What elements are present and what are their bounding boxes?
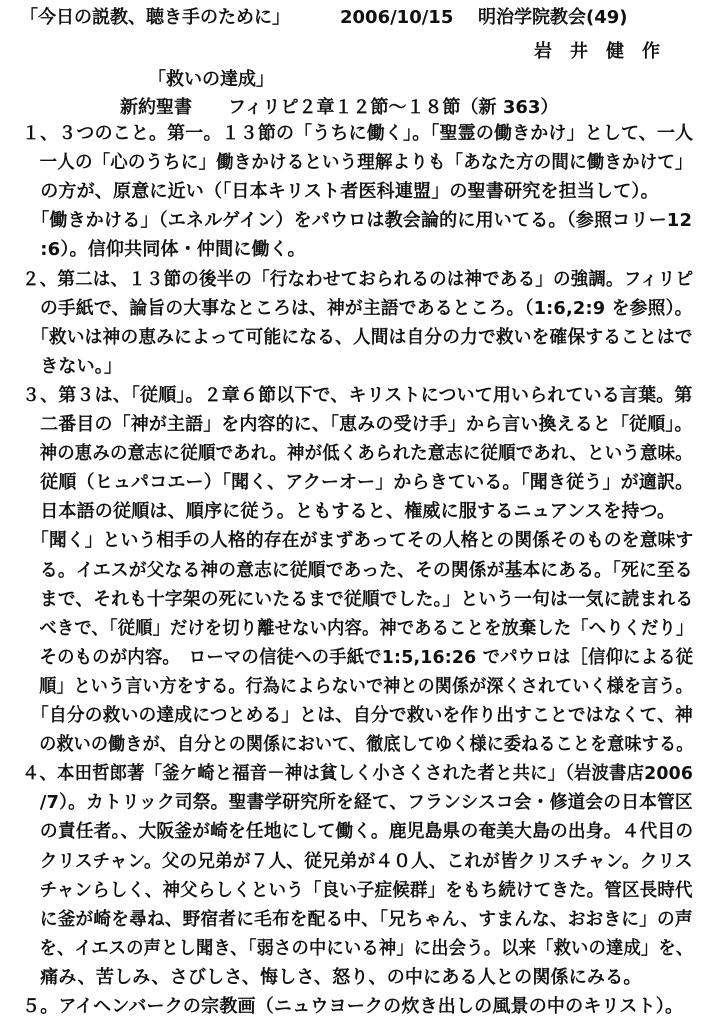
header-date: 2006/10/15 xyxy=(340,7,454,28)
body-line: の方が、原意に近い（「日本キリスト者医科連盟」の聖書研究を担当して）。 xyxy=(22,181,659,203)
body-line: まで、それも十字架の死にいたるまで従順でした。」という一句は一気に読まれる xyxy=(22,588,694,610)
header-title: 「今日の説教、聴き手のために」 xyxy=(20,7,290,28)
body-line: 痛み、苦しみ、さびしさ、悔しさ、怒り、の中にある人との関係にみる。 xyxy=(22,966,642,988)
body-line: ４、本田哲郎著「釜ケ崎と福音－神は貧しく小さくされた者と共に」（岩波書店2006 xyxy=(22,763,694,785)
body-line: の手紙で、論旨の大事なところは、神が主語であるところ。（1:6,2:9 を参照）。 xyxy=(22,297,693,319)
body-line: 従順（ヒュパコエー）「聞く、アクーオー」からきている。「聞き従う」が適訳。 xyxy=(22,472,694,494)
body-line: 日本語の従順は、順序に従う。ともすると、権威に服するニュアンスを持つ。 xyxy=(22,501,676,523)
body-line: ５。アイヘンバークの宗教画（ニュウヨークの炊き出しの風景の中のキリスト）。 xyxy=(22,996,684,1017)
body-line: の救いの働きが、自分との関係において、徹底してゆく様に委ねることを意味する。 xyxy=(22,734,694,756)
body-line: 「働きかける」（エネルゲイン）をパウロは教会論的に用いてる。（参照コリー12 xyxy=(22,210,693,232)
sermon-title: 「救いの達成」 xyxy=(148,69,274,90)
body-line: 順」という言い方をする。行為によらないで神との関係が深くされていく様を言う。 xyxy=(22,675,693,697)
body-line: 神の恵みの意志に従順であれ。神が低くあられた意志に従順であれ、という意味。 xyxy=(22,443,693,465)
body-line: る。イエスが父なる神の意志に従順であった、その関係が基本にある。「死に至る xyxy=(22,559,693,581)
body-line: 「救いは神の恵みによって可能になる、人間は自分の力で救いを確保することはで xyxy=(22,326,693,348)
body-line: :6）。信仰共同体・仲間に働く。 xyxy=(22,239,306,261)
body-line: /7）。カトリック司祭。聖書学研究所を経て、フランシスコ会・修道会の日本管区 xyxy=(22,792,693,814)
header-church: 明治学院教会(49) xyxy=(478,7,628,28)
body-line: ３、第３は、「従順」。２章６節以下で、キリストについて用いられている言葉。第 xyxy=(22,384,693,406)
body-line: 二番目の「神が主語」を内容的に、「恵みの受け手」から言い換えると「従順」。 xyxy=(22,414,693,435)
body-line: の責任者。、大阪釜が崎を任地にして働く。鹿児島県の奄美大島の出身。４代目の xyxy=(22,821,694,843)
body-line: １、３つのこと。第一。１３節の「うちに働く」。「聖霊の働きかけ」として、一人 xyxy=(22,123,694,144)
body-line: 「自分の救いの達成につとめる」とは、自分で救いを作り出すことではなくて、神 xyxy=(22,705,693,726)
body-line: そのものが内容。 ローマの信徒への手紙で1:5,16:26 でパウロは［信仰による従 xyxy=(22,646,694,668)
body-line: きない。」 xyxy=(22,355,123,377)
body-line: クリスチャン。父の兄弟が７人、従兄弟が４０人、これが皆クリスチャン。クリス xyxy=(22,850,693,872)
body-line: チャンらしく、神父らしくという「良い子症候群」をもち続けてきた。管区長時代 xyxy=(22,879,693,901)
body-line: ２、第二は、１３節の後半の「行なわせておられるのは神である」の強調。フィリピ xyxy=(22,268,694,290)
body-line: 一人の「心のうちに」働きかけるという理解よりも「あなた方の間に働きかけて」 xyxy=(22,152,693,174)
body-line: に釜が崎を尋ね、野宿者に毛布を配る中、「兄ちゃん、すまんな、おおきに」の声 xyxy=(22,908,693,930)
body-line: 「聞く」という相手の人格的存在がまずあってその人格との関係そのものを意味す xyxy=(22,530,694,552)
body-line: べきで、「従順」だけを切り離せない内容。神であることを放棄した「へりくだり」 xyxy=(22,617,694,639)
scripture-reference: 新約聖書 フィリピ２章１２節～１８節（新 363） xyxy=(120,97,559,118)
header-author: 岩 井 健 作 xyxy=(534,41,660,62)
body-line: を、イエスの声とし聞き、「弱さの中にいる神」に出会う。以来「救いの達成」を、 xyxy=(22,937,694,959)
